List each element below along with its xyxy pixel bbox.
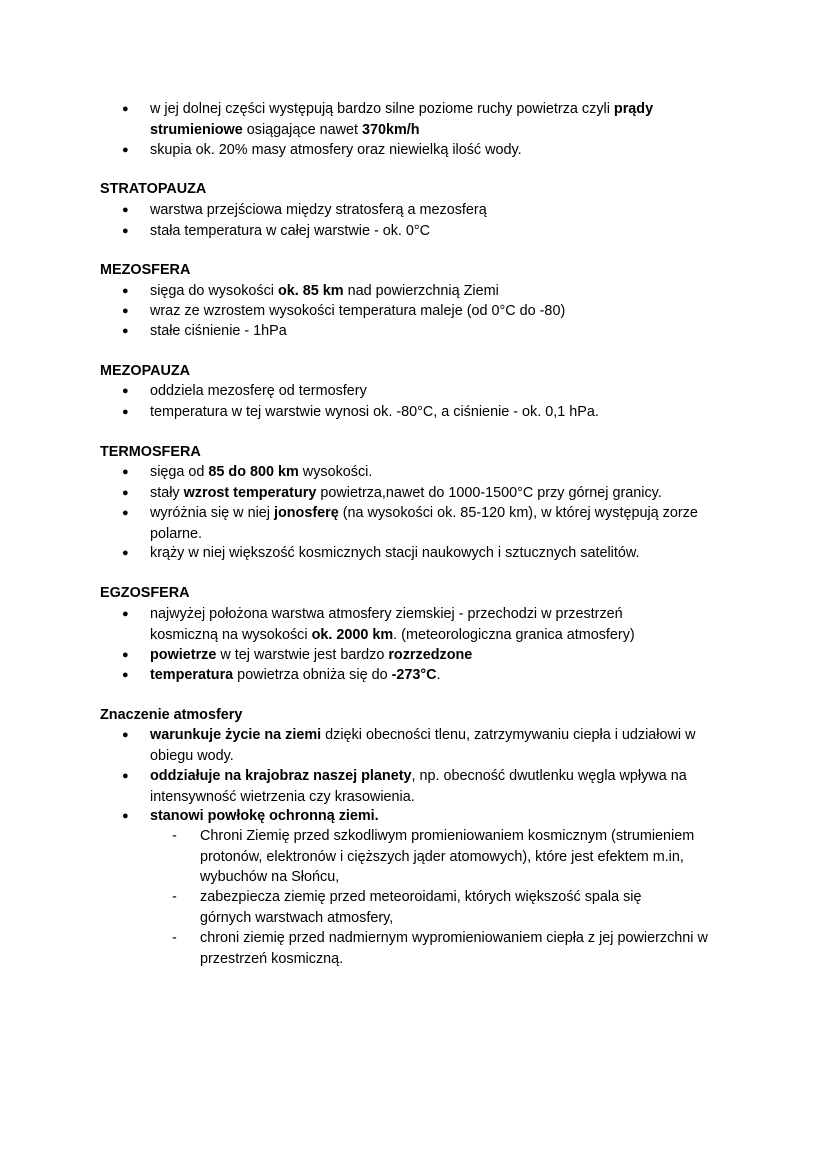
list-item-text: stały wzrost temperatury powietrza,nawet do 1000-1500°C przy górnej granicy. xyxy=(150,485,662,501)
list-item xyxy=(122,483,732,504)
dash-marker: - xyxy=(172,889,177,905)
list-item xyxy=(122,381,732,402)
sub-list-item-text: zabezpiecza ziemię przed meteoroidami, których większość spala się górnych warstwach atmosfery, xyxy=(200,889,642,926)
bullet-icon: ● xyxy=(122,487,129,499)
sub-list-item-text: chroni ziemię przed nadmiernym wypromieniowaniem ciepła z jej powierzchni w przestrzeń kosmiczną. xyxy=(200,930,708,967)
section-heading: STRATOPAUZA xyxy=(100,181,207,197)
list-item-text: stałe ciśnienie - 1hPa xyxy=(150,323,287,339)
list-item xyxy=(122,301,732,322)
list-item-text: wraz ze wzrostem wysokości temperatura maleje (od 0°C do -80) xyxy=(150,303,566,319)
bullet-icon: ● xyxy=(122,770,129,782)
section-heading: MEZOSFERA xyxy=(100,262,191,278)
list-item-text: wyróżnia się w niej jonosferę (na wysokości ok. 85-120 km), w której występują zorze polarne. xyxy=(150,505,698,542)
sub-list-item-text: Chroni Ziemię przed szkodliwym promieniowaniem kosmicznym (strumieniem protonów, elektronów i cięższych jąder atomowych), które jest efektem m.in, wybuchów na Słońcu, xyxy=(200,828,695,885)
list-item xyxy=(122,140,732,161)
list-item xyxy=(122,725,727,766)
bullet-icon: ● xyxy=(122,305,129,317)
bullet-icon: ● xyxy=(122,810,129,822)
bullet-icon: ● xyxy=(122,669,129,681)
list-item xyxy=(122,766,727,807)
bullet-icon: ● xyxy=(122,547,129,559)
section-heading: MEZOPAUZA xyxy=(100,363,191,379)
list-item xyxy=(122,462,732,483)
list-item xyxy=(122,665,732,686)
list-item xyxy=(122,806,732,827)
bullet-icon: ● xyxy=(122,225,129,237)
bullet-icon: ● xyxy=(122,385,129,397)
list-item-text: oddziałuje na krajobraz naszej planety, np. obecność dwutlenku węgla wpływa na intensywność wietrzenia czy krasowienia. xyxy=(150,768,687,805)
section-heading: EGZOSFERA xyxy=(100,585,190,601)
list-item-text: w jej dolnej części występują bardzo silne poziome ruchy powietrza czyli prądy strumieniowe osiągające nawet 370km/h xyxy=(150,101,654,138)
bullet-icon: ● xyxy=(122,406,129,418)
list-item-text: warunkuje życie na ziemi dzięki obecności tlenu, zatrzymywaniu ciepła i udziałowi w obiegu wody. xyxy=(150,727,696,764)
list-item-text: stanowi powłokę ochronną ziemi. xyxy=(150,808,379,824)
list-item-text: sięga od 85 do 800 km wysokości. xyxy=(150,464,373,480)
list-item xyxy=(122,645,732,666)
section-heading: Znaczenie atmosfery xyxy=(100,707,243,723)
list-item-text: sięga do wysokości ok. 85 km nad powierzchnią Ziemi xyxy=(150,283,499,299)
list-item xyxy=(122,321,732,342)
section-heading: TERMOSFERA xyxy=(100,444,201,460)
list-item xyxy=(122,221,732,242)
list-item-text: temperatura w tej warstwie wynosi ok. -80°C, a ciśnienie - ok. 0,1 hPa. xyxy=(150,404,599,420)
dash-marker: - xyxy=(172,930,177,946)
list-item-text: temperatura powietrza obniża się do -273°C. xyxy=(150,667,441,683)
list-item xyxy=(122,200,732,221)
list-item-text: oddziela mezosferę od termosfery xyxy=(150,383,367,399)
list-item-text: skupia ok. 20% masy atmosfery oraz niewielką ilość wody. xyxy=(150,142,522,158)
list-item xyxy=(122,281,732,302)
bullet-icon: ● xyxy=(122,325,129,337)
list-item-text: najwyżej położona warstwa atmosfery ziemskiej - przechodzi w przestrzeń kosmiczną na wysokości ok. 2000 km. (meteorologiczna granica atmosfery) xyxy=(150,606,635,643)
list-item-text: krąży w niej większość kosmicznych stacji naukowych i sztucznych satelitów. xyxy=(150,545,640,561)
list-item xyxy=(122,402,732,423)
sub-list-item xyxy=(172,826,737,888)
bullet-icon: ● xyxy=(122,608,129,620)
list-item-text: warstwa przejściowa między stratosferą a mezosferą xyxy=(150,202,487,218)
list-item xyxy=(122,543,732,564)
list-item xyxy=(122,604,682,645)
bullet-icon: ● xyxy=(122,729,129,741)
bullet-icon: ● xyxy=(122,103,129,115)
dash-marker: - xyxy=(172,828,177,844)
list-item xyxy=(122,99,732,140)
sub-list-item xyxy=(172,928,737,969)
bullet-icon: ● xyxy=(122,466,129,478)
bullet-icon: ● xyxy=(122,649,129,661)
sub-list-item xyxy=(172,887,692,928)
bullet-icon: ● xyxy=(122,204,129,216)
bullet-icon: ● xyxy=(122,507,129,519)
list-item-text: stała temperatura w całej warstwie - ok. 0°C xyxy=(150,223,431,239)
list-item-text: powietrze w tej warstwie jest bardzo rozrzedzone xyxy=(150,647,473,663)
bullet-icon: ● xyxy=(122,285,129,297)
bullet-icon: ● xyxy=(122,144,129,156)
list-item xyxy=(122,503,717,544)
